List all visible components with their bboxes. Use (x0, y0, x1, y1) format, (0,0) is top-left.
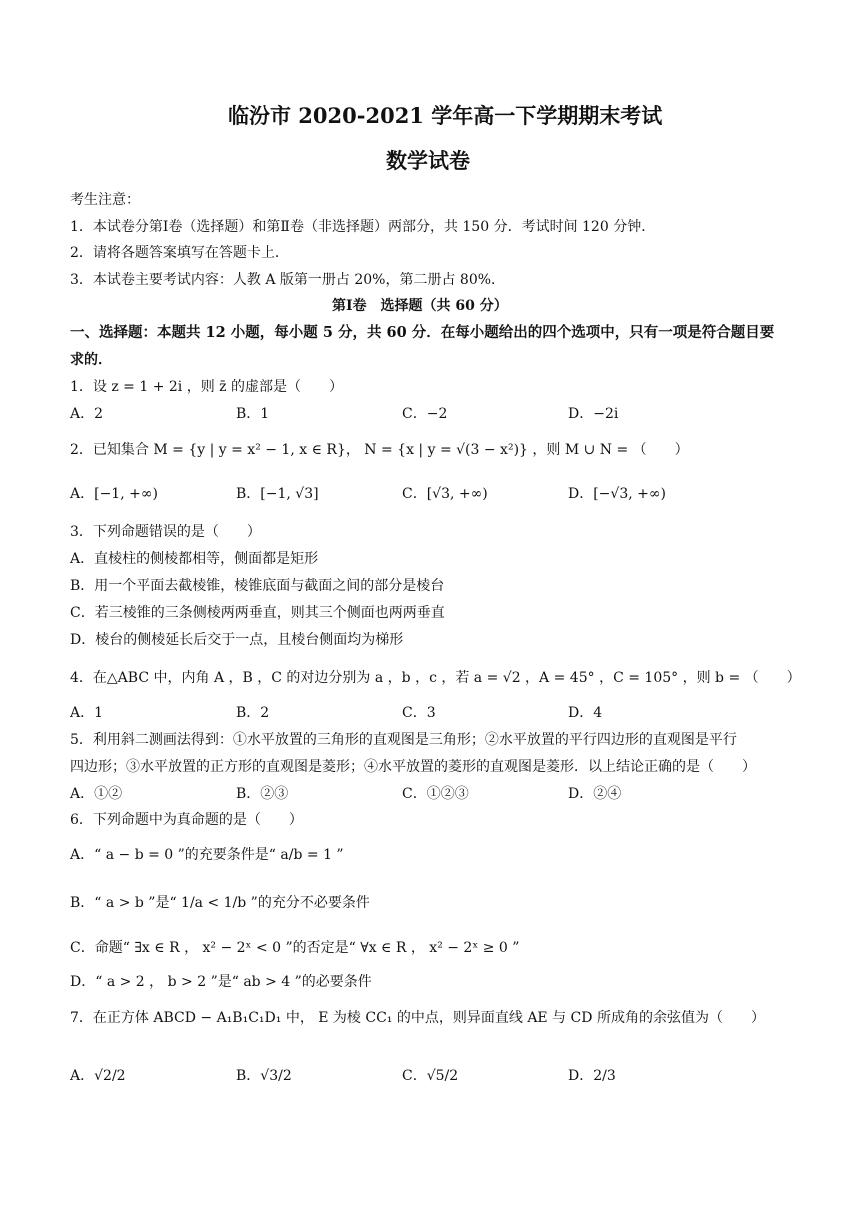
question-6: 6．下列命题中为真命题的是（ ） (70, 812, 303, 828)
question-3: 3．下列命题错误的是（ ） (70, 524, 261, 540)
q4-option-b: B．2 (236, 705, 270, 721)
question-2: 2．已知集合 M = {y | y = x² − 1, x ∈ R}， N = {x | y = √(3 − x²)} ，则 M ∪ N = （ ） (70, 442, 689, 458)
question-5-line1: 5．利用斜二测画法得到：①水平放置的三角形的直观图是三角形；②水平放置的平行四边形的直观图是平行 (70, 732, 737, 748)
q5-option-d: D．②④ (568, 786, 622, 802)
q1-option-d: D．−2i (568, 406, 619, 422)
notice-item-3: 3．本试卷主要考试内容：人教 A 版第一册占 20%，第二册占 80%． (70, 272, 506, 288)
exam-title: 临汾市 2020-2021 学年高一下学期期末考试 (228, 103, 663, 128)
q7-option-d: D．2/3 (568, 1068, 616, 1084)
part1-title: 第Ⅰ卷 选择题（共 60 分） (332, 298, 508, 314)
q6-option-c: C．命题“ ∃x ∈ R ， x² − 2ˣ < 0 ”的否定是“ ∀x ∈ R ， x² − 2ˣ ≥ 0 ” (70, 940, 520, 956)
section-instruction-line1: 一、选择题：本题共 12 小题，每小题 5 分，共 60 分．在每小题给出的四个选项中，只有一项是符合题目要 (70, 324, 775, 341)
q4-option-d: D．4 (568, 705, 603, 721)
q3-option-c: C．若三棱锥的三条侧棱两两垂直，则其三个侧面也两两垂直 (70, 605, 445, 621)
q5-option-c: C．①②③ (402, 786, 469, 802)
q7-option-c: C．√5/2 (402, 1068, 459, 1084)
q7-option-b: B．√3/2 (236, 1068, 292, 1084)
q4-option-c: C．3 (402, 705, 436, 721)
q2-option-a: A．[−1, +∞) (70, 486, 158, 502)
notice-item-1: 1．本试卷分第Ⅰ卷（选择题）和第Ⅱ卷（非选择题）两部分，共 150 分．考试时间 120 分钟． (70, 219, 656, 235)
q6-option-d: D．“ a > 2 ， b > 2 ”是“ ab > 4 ”的必要条件 (70, 974, 372, 990)
question-4: 4．在△ABC 中，内角 A ，B ，C 的对边分别为 a ，b ，c ，若 a = √2 ，A = 45° ，C = 105° ，则 b = （ ） (70, 670, 801, 686)
q3-option-a: A．直棱柱的侧棱都相等，侧面都是矩形 (70, 551, 319, 567)
notice-heading: 考生注意： (70, 192, 140, 208)
q6-option-b: B．“ a > b ”是“ 1/a < 1/b ”的充分不必要条件 (70, 895, 370, 911)
q2-option-b: B．[−1, √3] (236, 486, 319, 502)
q1-option-a: A．2 (70, 406, 104, 422)
q7-option-a: A．√2/2 (70, 1068, 126, 1084)
q3-option-b: B．用一个平面去截棱锥，棱锥底面与截面之间的部分是棱台 (70, 578, 445, 594)
exam-subtitle: 数学试卷 (386, 148, 470, 173)
question-5-line2: 四边形；③水平放置的正方形的直观图是菱形；④水平放置的菱形的直观图是菱形．以上结论正确的是（ ） (70, 759, 756, 775)
notice-item-2: 2．请将各题答案填写在答题卡上． (70, 245, 289, 261)
question-1: 1．设 z = 1 + 2i ，则 z̄ 的虚部是（ ） (70, 379, 344, 395)
q6-option-a: A．“ a − b = 0 ”的充要条件是“ a/b = 1 ” (70, 847, 344, 863)
section-instruction-line2: 求的． (70, 352, 112, 368)
q3-option-d: D．棱台的侧棱延长后交于一点，且棱台侧面均为梯形 (70, 632, 404, 648)
q2-option-d: D．[−√3, +∞) (568, 486, 666, 502)
q1-option-b: B．1 (236, 406, 270, 422)
q5-option-a: A．①② (70, 786, 123, 802)
q1-option-c: C．−2 (402, 406, 448, 422)
q5-option-b: B．②③ (236, 786, 289, 802)
q4-option-a: A．1 (70, 705, 104, 721)
q2-option-c: C．[√3, +∞) (402, 486, 488, 502)
question-7: 7．在正方体 ABCD − A₁B₁C₁D₁ 中， E 为棱 CC₁ 的中点，则异面直线 AE 与 CD 所成角的余弦值为（ ） (70, 1010, 765, 1026)
